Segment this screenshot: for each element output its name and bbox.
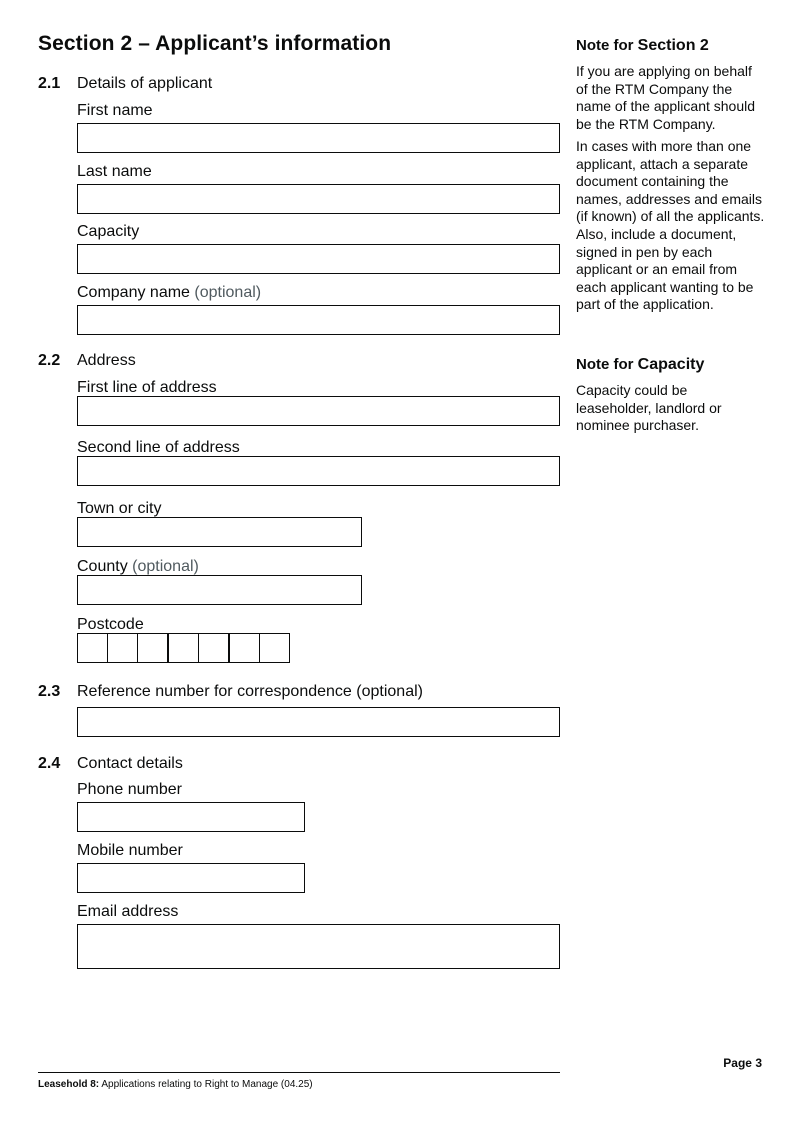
reference-number-field[interactable] — [77, 707, 560, 737]
note-section-2-heading: Note for Section 2 — [576, 37, 709, 54]
address-line-2-label: Second line of address — [77, 439, 240, 456]
section-title: Section 2 – Applicant’s information — [38, 32, 392, 55]
county-label: County (optional) — [77, 558, 199, 575]
last-name-field[interactable] — [77, 184, 560, 214]
town-label: Town or city — [77, 500, 162, 517]
email-field[interactable] — [77, 924, 560, 969]
last-name-label: Last name — [77, 163, 152, 180]
company-name-field[interactable] — [77, 305, 560, 335]
company-name-label: Company name (optional) — [77, 284, 262, 301]
county-field[interactable] — [77, 575, 362, 605]
question-number-2-1: 2.1 — [38, 75, 61, 92]
note-capacity-heading: Note for Capacity — [576, 356, 705, 373]
capacity-field[interactable] — [77, 244, 560, 274]
optional-tag: (optional) — [132, 558, 199, 575]
question-number-2-4: 2.4 — [38, 755, 61, 772]
postcode-cell[interactable] — [229, 633, 260, 663]
mobile-field[interactable] — [77, 863, 305, 893]
postcode-cell[interactable] — [168, 633, 199, 663]
postcode-cell[interactable] — [259, 633, 290, 663]
postcode-cell[interactable] — [198, 633, 229, 663]
first-name-field[interactable] — [77, 123, 560, 153]
optional-tag: (optional) — [194, 284, 262, 301]
postcode-label: Postcode — [77, 616, 144, 633]
address-line-2-field[interactable] — [77, 456, 560, 486]
note-capacity-paragraph: Capacity could be leaseholder, landlord or nominee purchaser. — [576, 382, 722, 434]
postcode-cell[interactable] — [137, 633, 168, 663]
phone-label: Phone number — [77, 781, 182, 798]
phone-field[interactable] — [77, 802, 305, 832]
capacity-label: Capacity — [77, 223, 140, 240]
address-line-1-field[interactable] — [77, 396, 560, 426]
first-name-label: First name — [77, 102, 153, 119]
email-label: Email address — [77, 903, 179, 920]
footer-divider — [38, 1072, 560, 1073]
town-field[interactable] — [77, 517, 362, 547]
page-number: Page 3 — [723, 1056, 762, 1070]
postcode-cell[interactable] — [77, 633, 108, 663]
question-number-2-3: 2.3 — [38, 683, 61, 700]
note-section-2-paragraph-2: In cases with more than one applicant, attach a separate document containing the names, addresses and emails (if known) of all the applicants. Also, include a document, signed in pen by each applicant or an email from each applicant wanting to be part of the application. — [576, 138, 765, 313]
postcode-cell[interactable] — [107, 633, 138, 663]
note-section-2-paragraph-1: If you are applying on behalf of the RTM Company the name of the applicant should be the RTM Company. — [576, 63, 756, 132]
address-line-1-label: First line of address — [77, 379, 217, 396]
question-number-2-2: 2.2 — [38, 352, 61, 369]
mobile-label: Mobile number — [77, 842, 183, 859]
footer-form-reference: Leasehold 8: Applications relating to Right to Manage (04.25) — [38, 1079, 313, 1090]
question-heading-reference-number: Reference number for correspondence (optional) — [77, 683, 423, 700]
question-heading-details-of-applicant: Details of applicant — [77, 75, 213, 92]
question-heading-address: Address — [77, 352, 136, 369]
question-heading-contact-details: Contact details — [77, 755, 183, 772]
